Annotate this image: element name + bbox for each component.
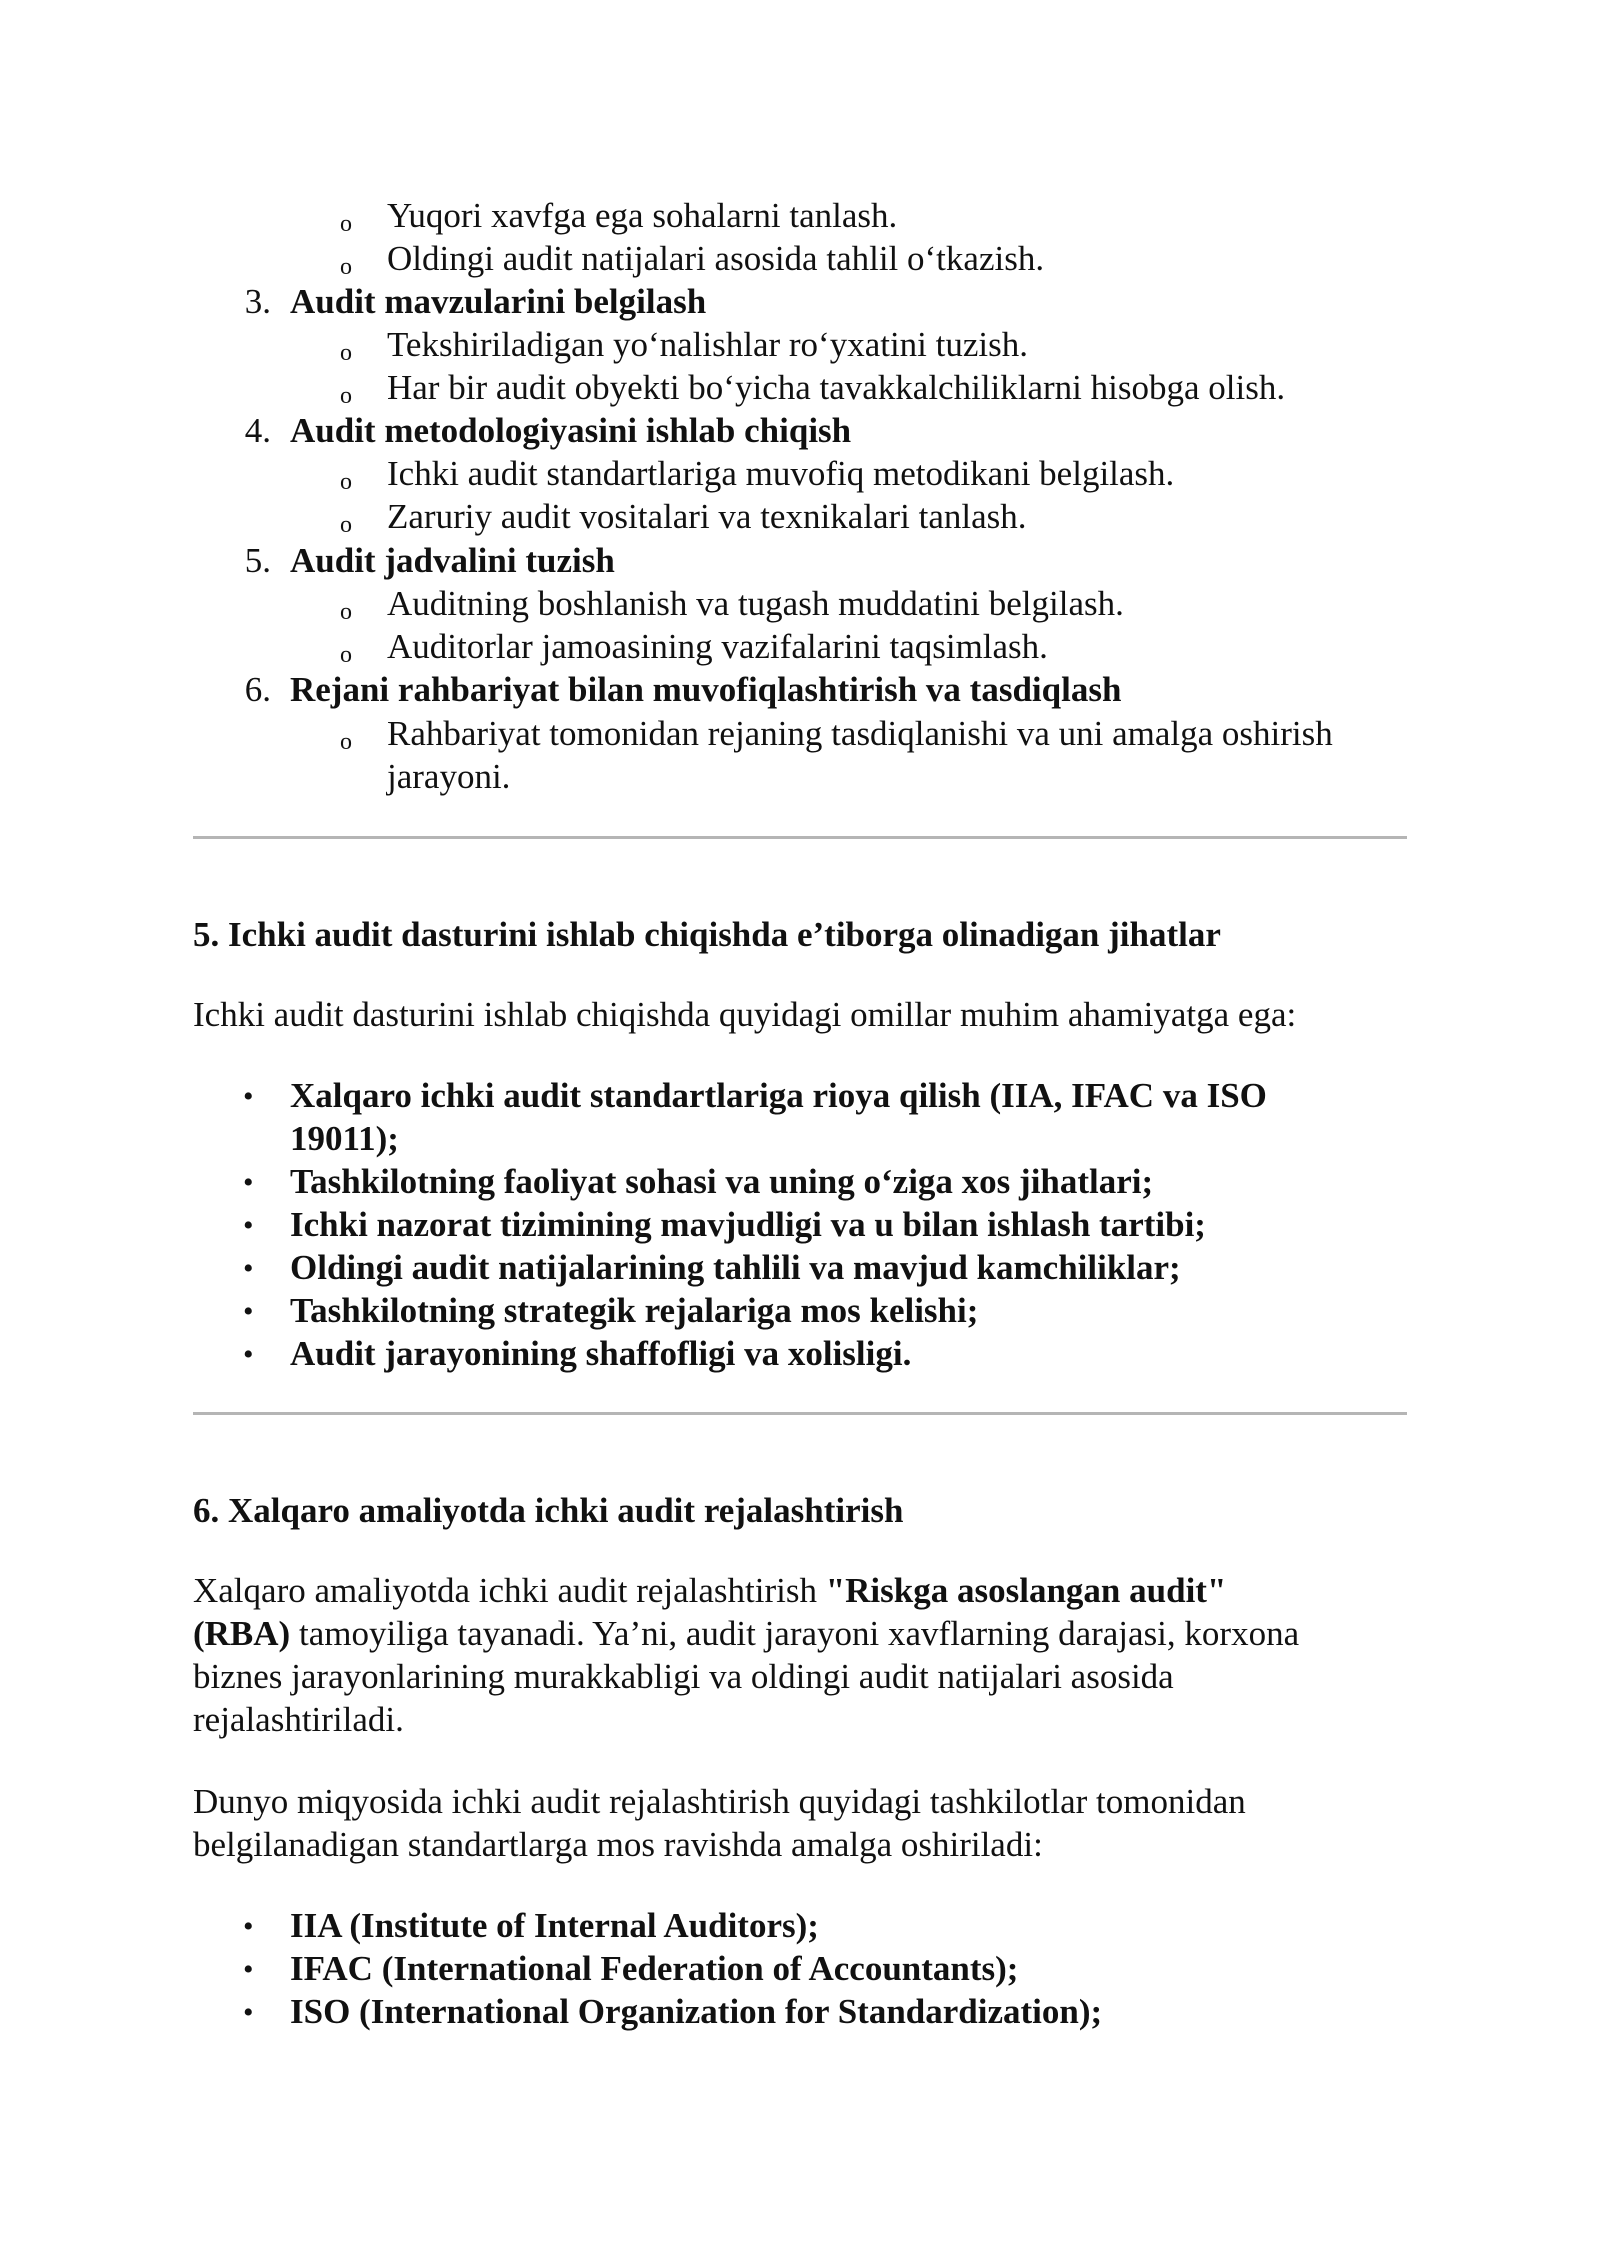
bullet-marker: • [243,1338,254,1371]
sub-list-item: Tekshiriladigan yo‘nalishlar ro‘yxatini tuzish. [387,325,1029,364]
bullet-item: Oldingi audit natijalarining tahlili va mavjud kamchiliklar; [290,1248,1181,1287]
horizontal-rule [193,1412,1407,1415]
bullet-item: Xalqaro ichki audit standartlariga rioya qilish (IIA, IFAC va ISO [290,1076,1267,1115]
sub-list-item: Auditorlar jamoasining vazifalarini taqsimlash. [387,627,1048,666]
sub-bullet-marker: o [340,469,352,495]
paragraph-emphasis: (RBA) [193,1614,291,1653]
list-item-title: Audit mavzularini belgilash [290,282,707,321]
bullet-marker: • [243,1209,254,1242]
sub-bullet-marker: o [340,642,352,668]
bullet-item: Tashkilotning faoliyat sohasi va uning o‘ziga xos jihatlari; [290,1162,1154,1201]
bullet-marker: • [243,1080,254,1113]
bullet-item: Ichki nazorat tizimining mavjudligi va u bilan ishlash tartibi; [290,1205,1206,1244]
bullet-marker: • [243,1996,254,2029]
bullet-marker: • [243,1910,254,1943]
sub-list-item: Har bir audit obyekti bo‘yicha tavakkalchiliklarni hisobga olish. [387,368,1286,407]
bullet-item-continued: 19011); [290,1119,399,1158]
paragraph-line: rejalashtiriladi. [193,1700,404,1739]
sub-list-item: Yuqori xavfga ega sohalarni tanlash. [387,196,898,235]
sub-bullet-marker: o [340,383,352,409]
sub-list-item: Rahbariyat tomonidan rejaning tasdiqlanishi va uni amalga oshirish [387,714,1333,753]
horizontal-rule [193,836,1407,839]
paragraph-line: Dunyo miqyosida ichki audit rejalashtirish quyidagi tashkilotlar tomonidan [193,1782,1246,1821]
bullet-marker: • [243,1252,254,1285]
bullet-item: Audit jarayonining shaffofligi va xolisligi. [290,1334,912,1373]
list-item-number: 3. [244,282,271,321]
paragraph-line: belgilanadigan standartlarga mos ravishda amalga oshiriladi: [193,1825,1043,1864]
paragraph-line: biznes jarayonlarining murakkabligi va oldingi audit natijalari asosida [193,1657,1174,1696]
bullet-item: IFAC (International Federation of Accountants); [290,1949,1019,1988]
section-heading: 5. Ichki audit dasturini ishlab chiqishda e’tiborga olinadigan jihatlar [193,915,1221,954]
list-item-title: Audit jadvalini tuzish [290,541,615,580]
paragraph-text: Xalqaro amaliyotda ichki audit rejalashtirish [193,1571,826,1610]
sub-list-item: Auditning boshlanish va tugash muddatini belgilash. [387,584,1124,623]
sub-bullet-marker: o [340,211,352,237]
paragraph-line [193,1569,1226,1612]
bullet-item: ISO (International Organization for Standardization); [290,1992,1103,2031]
sub-list-item: Oldingi audit natijalari asosida tahlil o‘tkazish. [387,239,1045,278]
list-item-title: Rejani rahbariyat bilan muvofiqlashtirish va tasdiqlash [290,670,1122,709]
sub-bullet-marker: o [340,254,352,280]
section-intro: Ichki audit dasturini ishlab chiqishda quyidagi omillar muhim ahamiyatga ega: [193,995,1297,1034]
sub-bullet-marker: o [340,729,352,755]
sub-list-item-continued: jarayoni. [387,757,511,796]
section-heading: 6. Xalqaro amaliyotda ichki audit rejalashtirish [193,1491,904,1530]
sub-list-item: Ichki audit standartlariga muvofiq metodikani belgilash. [387,454,1175,493]
bullet-item: Tashkilotning strategik rejalariga mos kelishi; [290,1291,979,1330]
list-item-title: Audit metodologiyasini ishlab chiqish [290,411,852,450]
sub-bullet-marker: o [340,599,352,625]
sub-bullet-marker: o [340,340,352,366]
list-item-number: 6. [244,670,271,709]
paragraph-emphasis: "Riskga asoslangan audit" [825,1571,1227,1610]
paragraph-text: tamoyiliga tayanadi. Ya’ni, audit jarayoni xavflarning darajasi, korxona [290,1614,1300,1653]
bullet-marker: • [243,1295,254,1328]
list-item-number: 4. [244,411,271,450]
bullet-item: IIA (Institute of Internal Auditors); [290,1906,819,1945]
bullet-marker: • [243,1953,254,1986]
list-item-number: 5. [244,541,271,580]
sub-list-item: Zaruriy audit vositalari va texnikalari tanlash. [387,497,1027,536]
bullet-marker: • [243,1166,254,1199]
paragraph-line [193,1612,1299,1655]
sub-bullet-marker: o [340,512,352,538]
